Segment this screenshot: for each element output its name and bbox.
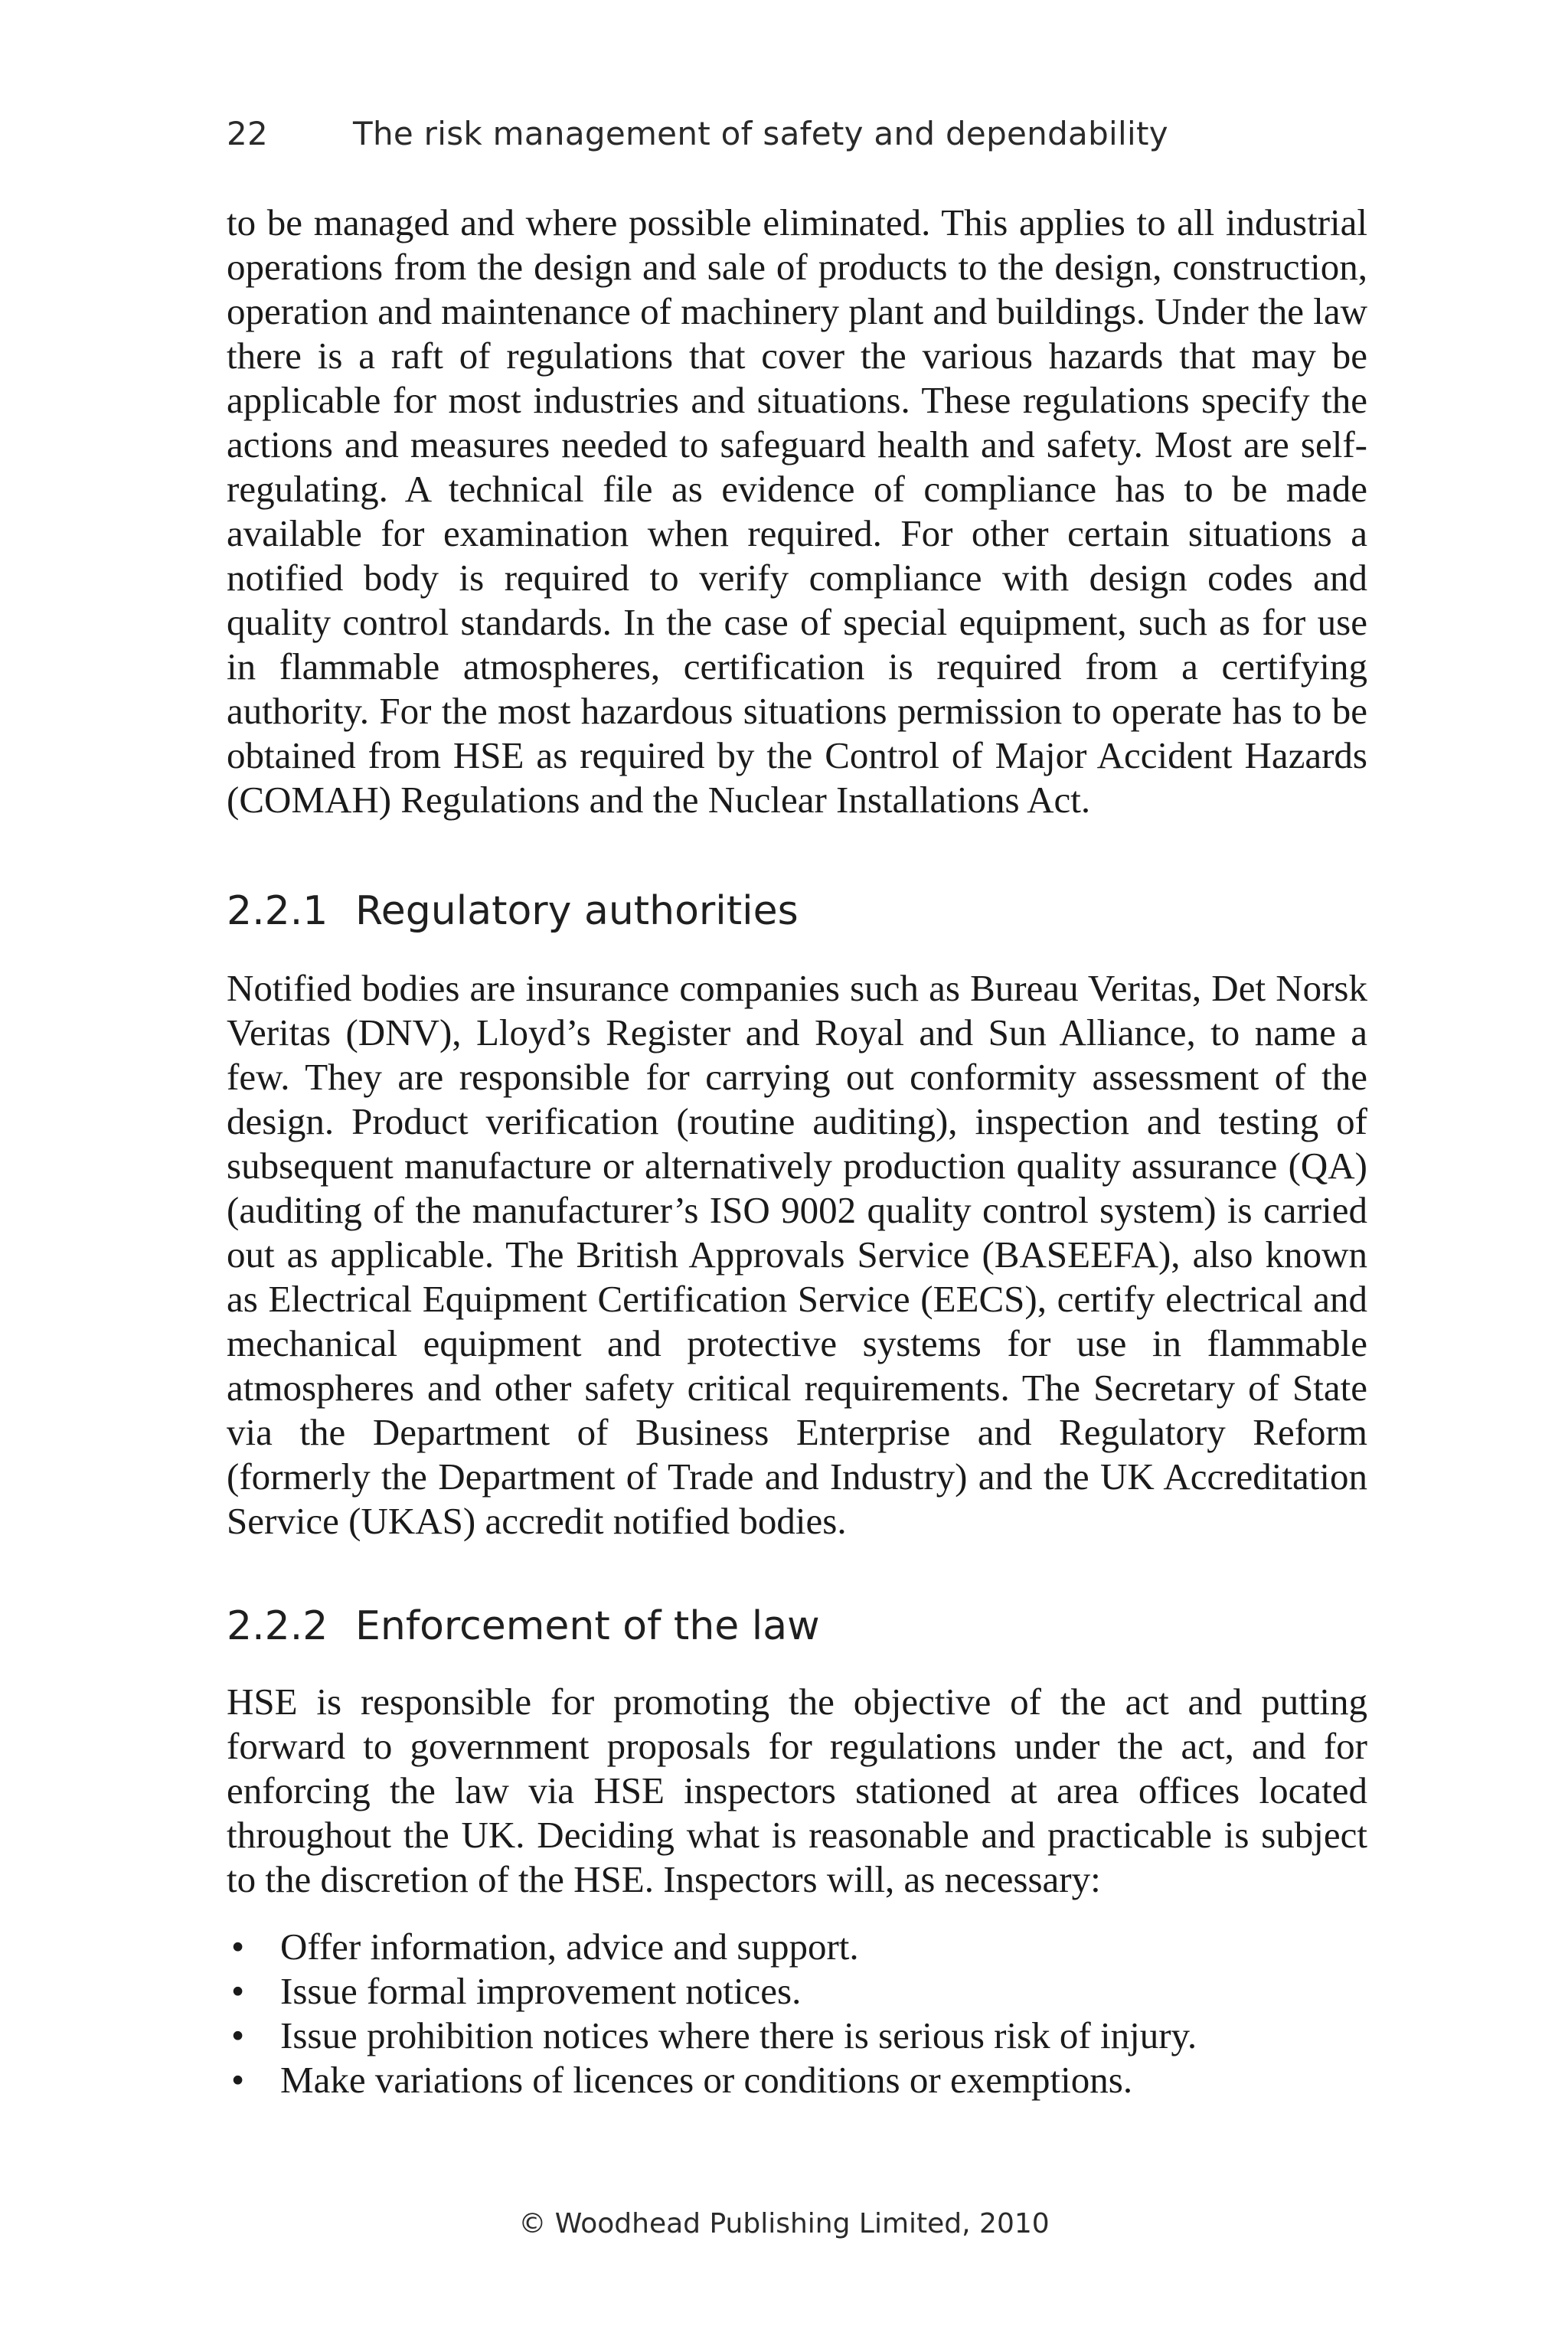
running-title: The risk management of safety and dependability bbox=[353, 115, 1168, 152]
list-item: • Offer information, advice and support. bbox=[231, 1926, 859, 1968]
bullet-icon: • bbox=[231, 2014, 245, 2056]
section-number: 2.2.2 bbox=[227, 1603, 328, 1649]
section-heading-enforcement-of-the-law bbox=[227, 1603, 820, 1649]
page-number: 22 bbox=[227, 115, 269, 152]
body-paragraph-regulatory-authorities: Notified bodies are insurance companies such as Bureau Veritas, Det Norsk Veritas (DNV), Lloyd’s Register and Royal and Sun Alliance, to name a few. They are responsible for carrying out conformity assessment of the design. Product verification (routine auditing), inspection and testing of subsequent manufacture or alternatively production quality assurance (QA) (auditing of the manufacturer’s ISO 9002 quality control system) is carried out as applicable. The British Approvals Service (BASEEFA), also known as Electrical Equipment Certification Service (EECS), certify electrical and mechanical equipment and protective systems for use in flammable atmospheres and other safety critical requirements. The Secretary of State via the Department of Business Enterprise and Regulatory Reform (formerly the Department of Trade and Industry) and the UK Accreditation Service (UKAS) accredit notified bodies. bbox=[227, 967, 1367, 1542]
inspector-actions-list bbox=[227, 1925, 1367, 2102]
bullet-icon: • bbox=[231, 1970, 245, 2012]
bullet-icon: • bbox=[231, 1926, 245, 1968]
list-item: • Make variations of licences or conditions or exemptions. bbox=[231, 2059, 1133, 2101]
section-number: 2.2.1 bbox=[227, 888, 328, 934]
section-title: Enforcement of the law bbox=[355, 1603, 820, 1649]
section-title: Regulatory authorities bbox=[355, 888, 799, 934]
bullet-icon: • bbox=[231, 2059, 245, 2101]
body-paragraph-intro: to be managed and where possible eliminated. This applies to all industrial operations from the design and sale of products to the design, construction, operation and maintenance of machinery plant and buildings. Under the law there is a raft of regulations that cover the various hazards that may be applicable for most industries and situations. These regulations specify the actions and measures needed to safeguard health and safety. Most are self-regulating. A technical file as evidence of compliance has to be made available for examination when required. For other certain situations a notified body is required to verify compliance with design codes and quality control standards. In the case of special equipment, such as for use in flammable atmospheres, certification is required from a certifying authority. For the most hazardous situations permission to operate has to be obtained from HSE as required by the Control of Major Accident Hazards (COMAH) Regulations and the Nuclear Installations Act. bbox=[227, 201, 1367, 821]
list-item: • Issue formal improvement notices. bbox=[231, 1970, 802, 2012]
running-head bbox=[227, 115, 1168, 152]
copyright-footer: © Woodhead Publishing Limited, 2010 bbox=[518, 2208, 1050, 2239]
list-item: • Issue prohibition notices where there is serious risk of injury. bbox=[231, 2014, 1197, 2056]
body-paragraph-enforcement: HSE is responsible for promoting the objective of the act and putting forward to government proposals for regulations under the act, and for enforcing the law via HSE inspectors stationed at area offices located throughout the UK. Deciding what is reasonable and practicable is subject to the discretion of the HSE. Inspectors will, as necessary: bbox=[227, 1681, 1367, 1900]
section-heading-regulatory-authorities bbox=[227, 888, 799, 934]
